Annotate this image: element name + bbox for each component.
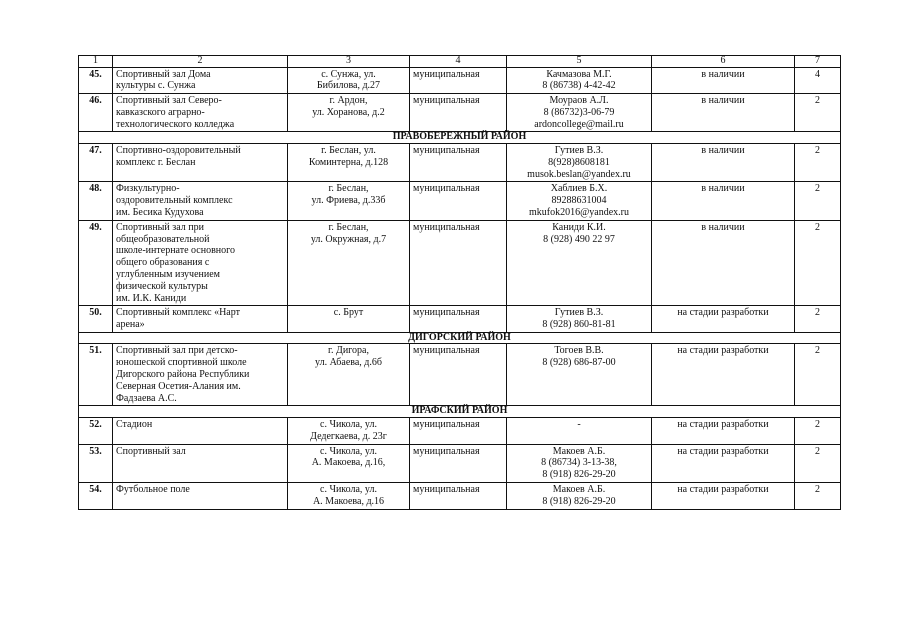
contact-person-line: Тогоев В.В. xyxy=(554,345,604,357)
availability-status: в наличии xyxy=(652,182,795,220)
row-number: 45. xyxy=(79,67,113,94)
facility-name-line: Спортивный зал при xyxy=(116,221,204,233)
district-section-row xyxy=(79,406,841,418)
availability-status: на стадии разработки xyxy=(652,417,795,444)
facility-name-line: углубленным изучением xyxy=(116,268,220,280)
row-number: 53. xyxy=(79,444,113,482)
availability-status: в наличии xyxy=(652,94,795,132)
contact-person xyxy=(507,306,652,333)
facility-address-line: с. Чикола, ул. xyxy=(320,418,377,430)
district-section-title: ДИГОРСКИЙ РАЙОН xyxy=(79,332,841,344)
availability-status: на стадии разработки xyxy=(652,306,795,333)
contact-person-line: 8 (928) 860-81-81 xyxy=(542,319,616,331)
contact-person-line: 8(928)8608181 xyxy=(548,156,610,168)
facility-address-line: с. Сунжа, ул. xyxy=(321,68,376,80)
contact-person-line: Качмазова М.Г. xyxy=(546,68,612,80)
contact-person-line: 8 (86738) 4-42-42 xyxy=(542,80,616,92)
facility-name xyxy=(113,182,288,220)
facility-address xyxy=(288,482,410,509)
contact-person xyxy=(507,417,652,444)
facility-name-line: Фадзаева А.С. xyxy=(116,392,177,404)
table-row xyxy=(79,306,841,333)
facility-name-line: арена» xyxy=(116,319,145,331)
facility-name-line: Физкультурно- xyxy=(116,183,180,195)
facility-address xyxy=(288,94,410,132)
contact-person-line: Каниди К.И. xyxy=(552,221,606,233)
facility-name-line: общего образования с xyxy=(116,257,210,269)
facility-name-line: оздоровительный комплекс xyxy=(116,195,233,207)
availability-status: на стадии разработки xyxy=(652,444,795,482)
facility-name xyxy=(113,94,288,132)
contact-person xyxy=(507,143,652,181)
availability-status: в наличии xyxy=(652,143,795,181)
category-value: 2 xyxy=(795,143,841,181)
ownership-form: муниципальная xyxy=(410,143,507,181)
contact-person xyxy=(507,67,652,94)
facility-address-line: ул. Окружная, д.7 xyxy=(310,233,387,245)
facility-name-line: Спортивный зал Дома xyxy=(116,68,211,80)
facility-name-line: кавказского аграрно- xyxy=(116,106,205,118)
category-value: 2 xyxy=(795,306,841,333)
facility-name xyxy=(113,482,288,509)
facility-name-line: технологического колледжа xyxy=(116,118,235,130)
contact-person xyxy=(507,220,652,306)
row-number: 50. xyxy=(79,306,113,333)
contact-person-line: - xyxy=(577,418,581,430)
ownership-form: муниципальная xyxy=(410,67,507,94)
category-value: 2 xyxy=(795,182,841,220)
district-section-title: ИРАФСКИЙ РАЙОН xyxy=(79,406,841,418)
header-cell-1: 1 xyxy=(79,56,113,68)
facility-name-line: комплекс г. Беслан xyxy=(116,156,196,168)
row-number: 51. xyxy=(79,344,113,406)
table-row xyxy=(79,94,841,132)
facility-name-line: Спортивный зал при детско- xyxy=(116,345,238,357)
facility-address xyxy=(288,306,410,333)
facility-name-line: им. И.К. Каниди xyxy=(116,292,187,304)
availability-status: в наличии xyxy=(652,67,795,94)
facility-name-line: Дигорского района Республики xyxy=(116,369,250,381)
column-number-header-row xyxy=(79,56,841,68)
facility-address-line: с. Чикола, ул. xyxy=(320,483,377,495)
facility-address-line: Дедегкаева, д. 23г xyxy=(310,430,387,442)
facility-name xyxy=(113,444,288,482)
contact-person-line: ardoncollege@mail.ru xyxy=(534,118,624,130)
facility-name xyxy=(113,417,288,444)
contact-person-line: 8 (928) 686-87-00 xyxy=(542,357,616,369)
district-section-row xyxy=(79,132,841,144)
facility-address-line: А. Макоева, д.16 xyxy=(312,495,385,507)
row-number: 48. xyxy=(79,182,113,220)
facility-address xyxy=(288,143,410,181)
availability-status: на стадии разработки xyxy=(652,482,795,509)
facility-address-line: г. Беслан, xyxy=(328,221,369,233)
district-section-title: ПРАВОБЕРЕЖНЫЙ РАЙОН xyxy=(79,132,841,144)
header-cell-5: 5 xyxy=(507,56,652,68)
header-cell-4: 4 xyxy=(410,56,507,68)
facility-name-line: Спортивный зал xyxy=(116,445,186,457)
ownership-form: муниципальная xyxy=(410,482,507,509)
facility-address-line: ул. Абаева, д.6б xyxy=(315,357,382,369)
contact-person-line: Гутиев В.З. xyxy=(554,144,604,156)
district-section-row xyxy=(79,332,841,344)
ownership-form: муниципальная xyxy=(410,94,507,132)
table-row xyxy=(79,482,841,509)
header-cell-7: 7 xyxy=(795,56,841,68)
row-number: 52. xyxy=(79,417,113,444)
table-row xyxy=(79,220,841,306)
contact-person-line: Хаблиев Б.Х. xyxy=(550,183,608,195)
contact-person-line: 8 (86734) 3-13-38, xyxy=(541,457,617,469)
facility-address-line: г. Ардон, xyxy=(329,95,368,107)
ownership-form: муниципальная xyxy=(410,417,507,444)
availability-status: на стадии разработки xyxy=(652,344,795,406)
row-number: 47. xyxy=(79,143,113,181)
facility-name xyxy=(113,143,288,181)
facility-name-line: общеобразовательной xyxy=(116,233,210,245)
facility-address xyxy=(288,417,410,444)
contact-person xyxy=(507,444,652,482)
facility-name xyxy=(113,306,288,333)
row-number: 54. xyxy=(79,482,113,509)
facility-name-line: Спортивный комплекс «Нарт xyxy=(116,307,240,319)
row-number: 46. xyxy=(79,94,113,132)
contact-person xyxy=(507,182,652,220)
facility-name xyxy=(113,220,288,306)
contact-person xyxy=(507,94,652,132)
facility-address-line: с. Чикола, ул. xyxy=(320,445,377,457)
facility-address-line: Бибилова, д.27 xyxy=(316,80,381,92)
facility-name-line: Спортивный зал Северо- xyxy=(116,95,222,107)
ownership-form: муниципальная xyxy=(410,182,507,220)
facility-address xyxy=(288,67,410,94)
facility-name-line: школе-интернате основного xyxy=(116,245,235,257)
category-value: 2 xyxy=(795,417,841,444)
contact-person-line: 89288631004 xyxy=(551,195,607,207)
row-number: 49. xyxy=(79,220,113,306)
ownership-form: муниципальная xyxy=(410,444,507,482)
facility-address-line: ул. Фриева, д.33б xyxy=(311,195,386,207)
contact-person-line: 8 (918) 826-29-20 xyxy=(542,469,616,481)
table-row xyxy=(79,182,841,220)
contact-person-line: Моураов А.Л. xyxy=(549,95,609,107)
ownership-form: муниципальная xyxy=(410,306,507,333)
facility-name-line: им. Бесика Кудухова xyxy=(116,206,204,218)
availability-status: в наличии xyxy=(652,220,795,306)
facility-name xyxy=(113,67,288,94)
facility-name-line: Стадион xyxy=(116,418,153,430)
facility-address xyxy=(288,344,410,406)
contact-person-line: Гутиев В.З. xyxy=(554,307,604,319)
facility-name xyxy=(113,344,288,406)
header-cell-3: 3 xyxy=(288,56,410,68)
category-value: 2 xyxy=(795,444,841,482)
category-value: 2 xyxy=(795,220,841,306)
facility-name-line: Спортивно-оздоровительный xyxy=(116,144,241,156)
facility-name-line: юношеской спортивной школе xyxy=(116,357,247,369)
facility-address-line: г. Беслан, xyxy=(328,183,369,195)
contact-person-line: musok.beslan@yandex.ru xyxy=(527,168,631,180)
ownership-form: муниципальная xyxy=(410,220,507,306)
facility-name-line: физической культуры xyxy=(116,280,208,292)
contact-person-line: 8 (918) 826-29-20 xyxy=(542,495,616,507)
ownership-form: муниципальная xyxy=(410,344,507,406)
facility-name-line: Футбольное поле xyxy=(116,483,190,495)
facility-address xyxy=(288,182,410,220)
contact-person-line: mkufok2016@yandex.ru xyxy=(528,206,630,218)
facility-name-line: культуры с. Сунжа xyxy=(116,80,196,92)
facility-address-line: с. Брут xyxy=(333,307,364,319)
facility-address-line: г. Дигора, xyxy=(328,345,369,357)
table-row xyxy=(79,417,841,444)
category-value: 2 xyxy=(795,344,841,406)
header-cell-2: 2 xyxy=(113,56,288,68)
table-row xyxy=(79,444,841,482)
contact-person-line: 8 (86732)3-06-79 xyxy=(543,106,615,118)
facility-name-line: Северная Осетия-Алания им. xyxy=(116,380,241,392)
category-value: 2 xyxy=(795,94,841,132)
contact-person xyxy=(507,482,652,509)
facility-address-line: А. Макоева, д.16, xyxy=(311,457,386,469)
facility-address xyxy=(288,444,410,482)
facility-address-line: Коминтерна, д.128 xyxy=(308,156,389,168)
table-row xyxy=(79,143,841,181)
table-row xyxy=(79,344,841,406)
contact-person-line: 8 (928) 490 22 97 xyxy=(543,233,615,245)
table-row xyxy=(79,67,841,94)
contact-person-line: Макоев А.Б. xyxy=(552,445,606,457)
category-value: 2 xyxy=(795,482,841,509)
facility-address xyxy=(288,220,410,306)
category-value: 4 xyxy=(795,67,841,94)
facility-address-line: г. Беслан, ул. xyxy=(321,144,376,156)
sports-facilities-table xyxy=(78,55,841,510)
contact-person xyxy=(507,344,652,406)
facility-address-line: ул. Хоранова, д.2 xyxy=(312,106,385,118)
contact-person-line: Макоев А.Б. xyxy=(552,483,606,495)
header-cell-6: 6 xyxy=(652,56,795,68)
